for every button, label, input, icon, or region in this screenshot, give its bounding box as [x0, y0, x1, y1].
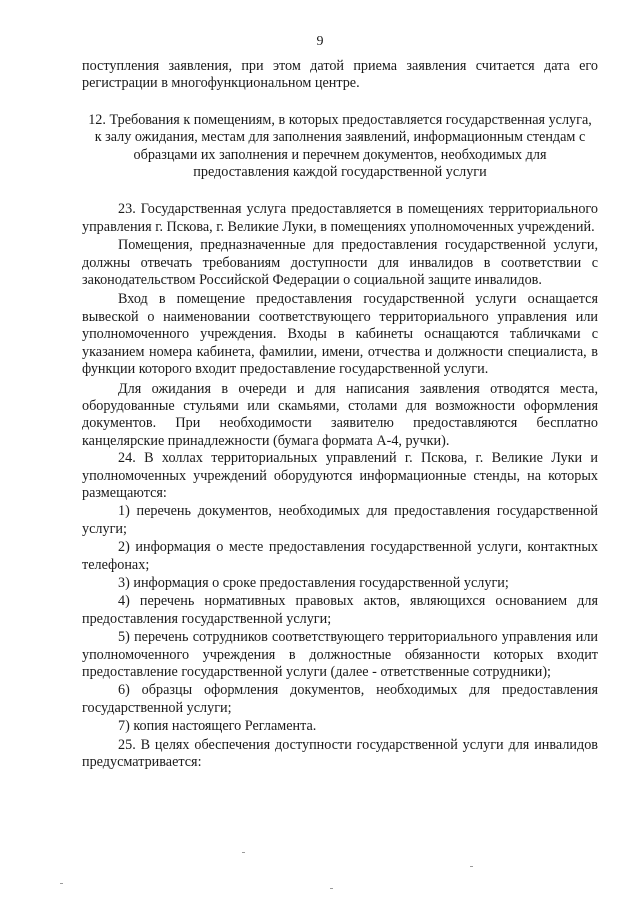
- list-item-7: 7) копия настоящего Регламента.: [118, 718, 317, 735]
- list-item-4: 4) перечень нормативных правовых актов, являющихся основанием для предоставления государственной услуги;: [82, 593, 598, 627]
- list-item-5: 5) перечень сотрудников соответствующего территориального управления или уполномоченного учреждения в должностные обязанности которых входит предоставление государственной услуги (далее - ответственные сотрудники);: [82, 629, 598, 680]
- paragraph-entrance: Вход в помещение предоставления государственной услуги оснащается вывеской о наименовании соответствующего территориального управления или уполномоченного учреждения. Входы в кабинеты оснащаются табличками с указанием номера кабинета, фамилии, имени, отчества и должности специалиста, в функции которого входит предоставление государственной услуги.: [82, 291, 598, 378]
- scan-speck: [242, 852, 245, 853]
- paragraph-premises: Помещения, предназначенные для предоставления государственной услуги, должны отвечать требованиям доступности для инвалидов в соответствии с законодательством Российской Федерации о социальной защите инвалидов.: [82, 237, 598, 289]
- document-body: [82, 58, 598, 771]
- paragraph-25: 25. В целях обеспечения доступности государственной услуги для инвалидов предусматривается:: [82, 736, 598, 771]
- page-number: 9: [316, 34, 324, 49]
- scan-speck: [330, 888, 333, 889]
- list-item-3: 3) информация о сроке предоставления государственной услуги;: [118, 574, 509, 591]
- paragraph-24: 24. В холлах территориальных управлений г. Пскова, г. Великие Луки и уполномоченных учреждений оборудуются информационные стенды, на которых размещаются:: [82, 450, 598, 501]
- list-item-1: 1) перечень документов, необходимых для предоставления государственной услуги;: [82, 503, 598, 537]
- paragraph-23: 23. Государственная услуга предоставляется в помещениях территориального управления г. Пскова, г. Великие Луки, в помещениях уполномоченных учреждений.: [82, 201, 598, 235]
- list-item-6: 6) образцы оформления документов, необходимых для предоставления государственной услуги;: [82, 682, 598, 716]
- paragraph-waiting: Для ожидания в очереди и для написания заявления отводятся места, оборудованные стульями или скамьями, столами для возможности оформления документов. При необходимости заявителю предоставляются бесплатно канцелярские принадлежности (бумага формата А-4, ручки).: [82, 380, 598, 449]
- continuation-paragraph: поступления заявления, при этом датой приема заявления считается дата его регистрации в многофункциональном центре.: [82, 58, 598, 92]
- list-item-2: 2) информация о месте предоставления государственной услуги, контактных телефонах;: [82, 539, 598, 573]
- scan-speck: [60, 883, 63, 884]
- section-heading: 12. Требования к помещениям, в которых предоставляется государственная услуга, к залу ожидания, местам для заполнения заявлений, информационным стендам с образцами их заполнения и перечнем документов, необходимых для предоставления каждой государственной услуги: [88, 111, 592, 181]
- scan-speck: [470, 866, 473, 867]
